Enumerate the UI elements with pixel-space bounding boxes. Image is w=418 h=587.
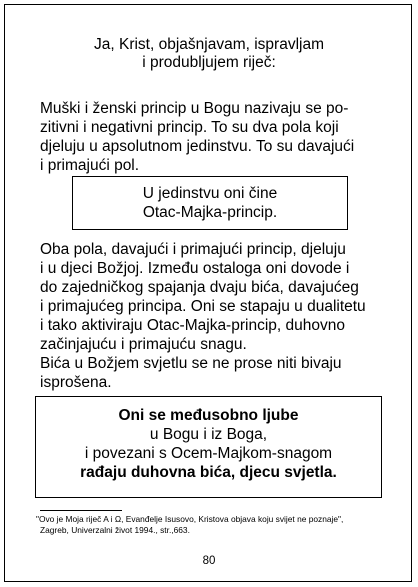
text-line: i u djeci Božjoj. Između ostaloga oni dovode i bbox=[40, 260, 350, 277]
callout-line-bold: Oni se međusobno ljube bbox=[118, 407, 299, 424]
paragraph-poles bbox=[40, 240, 385, 392]
text-line: Oba pola, davajući i primajući princip, djeluju bbox=[40, 241, 346, 258]
callout-line: u Bogu i iz Boga, bbox=[149, 426, 268, 443]
callout-line: Otac-Majka-princip. bbox=[142, 204, 278, 221]
callout-line: U jedinstvu oni čine bbox=[142, 185, 278, 202]
footnote bbox=[36, 514, 396, 536]
text-line: Bića u Božjem svjetlu se ne prose niti bivaju bbox=[40, 355, 342, 372]
callout-box-unity bbox=[72, 176, 348, 230]
text-line: isprošena. bbox=[40, 374, 112, 391]
text-line: i primajući pol. bbox=[40, 157, 140, 174]
intro-heading bbox=[0, 36, 418, 72]
footnote-line: Zagreb, Univerzalni život 1994., str.,663. bbox=[40, 525, 190, 535]
text-line: zitivni i negativni princip. To su dva pola koji bbox=[40, 119, 339, 136]
page-number: 80 bbox=[202, 555, 216, 567]
callout-line-bold: rađaju duhovna bića, djecu svjetla. bbox=[80, 464, 337, 481]
footnote-line: "Ovo je Moja riječ A i Ω, Evanđelje Isusovo, Kristova objava koju svijet ne poznaje", bbox=[36, 514, 344, 524]
text-line: i primajućeg principa. Oni se stapaju u dualitetu bbox=[40, 298, 366, 315]
paragraph-principles bbox=[40, 99, 385, 175]
callout-line: i povezani s Ocem-Majkom-snagom bbox=[84, 445, 333, 462]
text-line: začinjajuću i primajuću snagu. bbox=[40, 336, 247, 353]
text-line: do zajedničkog spajanja dvaju bića, davajućeg bbox=[40, 279, 359, 296]
text-line: i tako aktiviraju Otac-Majka-princip, duhovno bbox=[40, 317, 345, 334]
intro-line: i produbljujem riječ: bbox=[142, 54, 276, 71]
footnote-divider bbox=[40, 510, 122, 511]
callout-box-love bbox=[35, 396, 382, 498]
intro-line: Ja, Krist, objašnjavam, ispravljam bbox=[94, 36, 324, 53]
text-line: djeluju u apsolutnom jedinstvu. To su davajući bbox=[40, 138, 355, 155]
text-line: Muški i ženski princip u Bogu nazivaju se po- bbox=[40, 100, 349, 117]
